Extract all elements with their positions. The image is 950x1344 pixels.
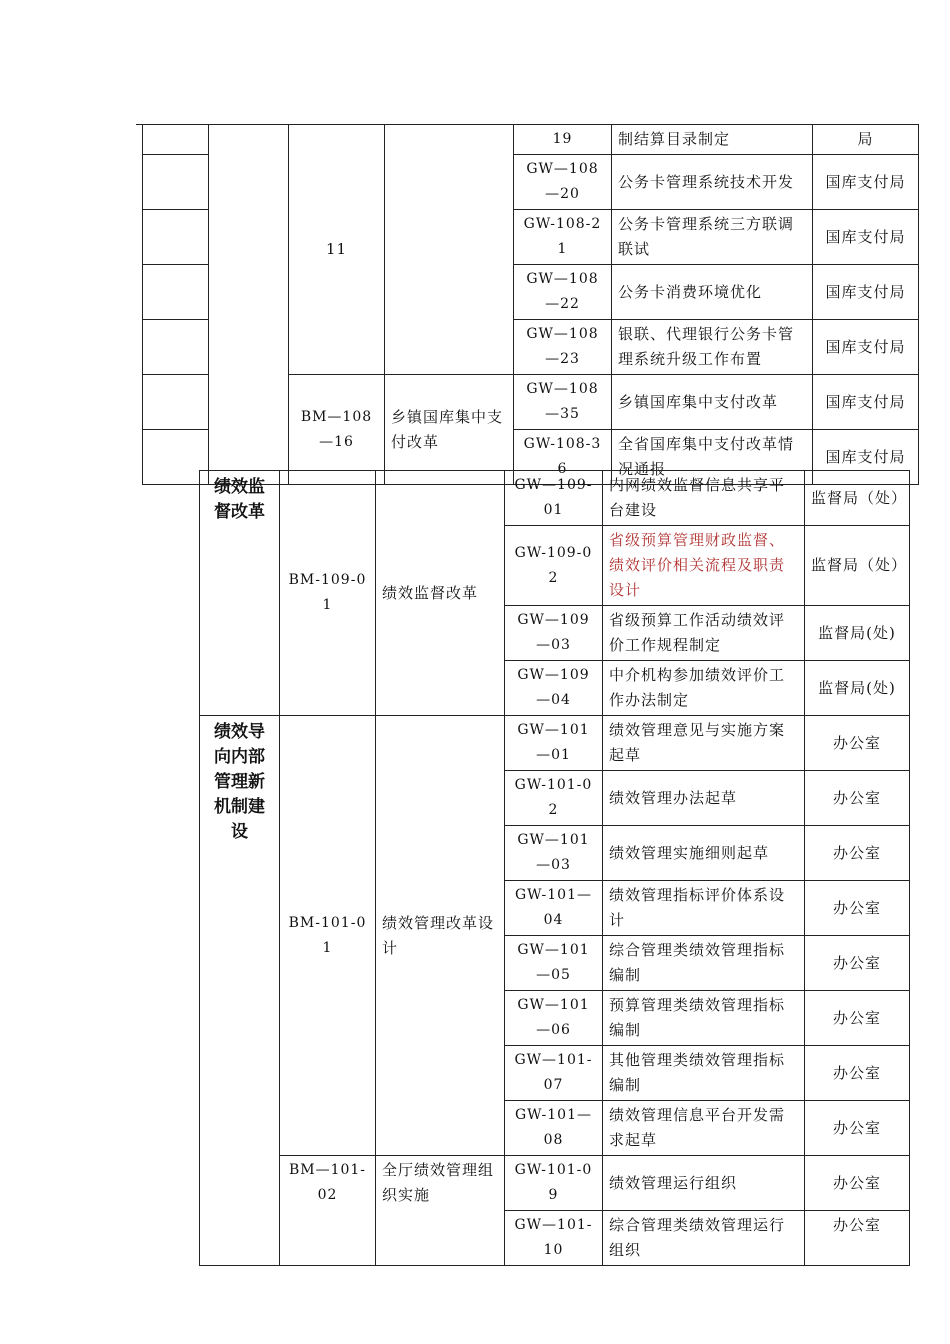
task-code: GW—101—03 [505, 826, 603, 881]
task-code: GW—101—06 [505, 991, 603, 1046]
department: 国库支付局 [813, 430, 919, 485]
task-code: GW—108—23 [514, 320, 612, 375]
department: 监督局(处) [805, 606, 910, 661]
department: 办公室 [805, 1211, 910, 1266]
department: 办公室 [805, 1156, 910, 1211]
task-code: GW-101—04 [505, 881, 603, 936]
department: 办公室 [805, 771, 910, 826]
task-code: GW-101—08 [505, 1101, 603, 1156]
table-row [143, 125, 919, 155]
table-row [200, 716, 910, 771]
bm-code: BM-101-01 [280, 716, 376, 1156]
task-code: GW—101-10 [505, 1211, 603, 1266]
task-code: GW—101—05 [505, 936, 603, 991]
task-name: 内网绩效监督信息共享平台建设 [603, 471, 805, 526]
task-name: 绩效管理实施细则起草 [603, 826, 805, 881]
bm-name: 乡镇国库集中支付改革 [385, 375, 514, 485]
task-code: 19 [514, 125, 612, 155]
upper-table [142, 124, 919, 485]
table-row [200, 471, 910, 526]
department: 办公室 [805, 881, 910, 936]
task-name: 中介机构参加绩效评价工作办法制定 [603, 661, 805, 716]
task-code: GW—108—22 [514, 265, 612, 320]
task-code: GW-108-21 [514, 210, 612, 265]
task-name: 预算管理类绩效管理指标编制 [603, 991, 805, 1046]
bm-name: 绩效管理改革设计 [376, 716, 505, 1156]
task-name: 公务卡管理系统技术开发 [612, 155, 813, 210]
department: 国库支付局 [813, 320, 919, 375]
bm-name: 全厅绩效管理组织实施 [376, 1156, 505, 1266]
task-name: 综合管理类绩效管理指标编制 [603, 936, 805, 991]
task-name: 绩效管理指标评价体系设计 [603, 881, 805, 936]
task-code: GW—101—01 [505, 716, 603, 771]
department: 监督局(处) [805, 661, 910, 716]
task-name: 绩效管理办法起草 [603, 771, 805, 826]
department: 国库支付局 [813, 375, 919, 430]
bm-code: BM—108—16 [289, 375, 385, 485]
task-name-highlighted: 省级预算管理财政监督、绩效评价相关流程及职责设计 [603, 526, 805, 606]
task-name: 乡镇国库集中支付改革 [612, 375, 813, 430]
category-label: 绩效导向内部管理新机制建设 [200, 716, 280, 1266]
bm-code: BM—101-02 [280, 1156, 376, 1266]
bm-code: BM-109-01 [280, 471, 376, 716]
department: 办公室 [805, 936, 910, 991]
lower-table [199, 470, 910, 1266]
task-code: GW—109—03 [505, 606, 603, 661]
empty-cell [143, 265, 209, 320]
empty-cell [143, 320, 209, 375]
task-name: 全省国库集中支付改革情况通报 [612, 430, 813, 485]
empty-cell [209, 125, 289, 485]
department: 国库支付局 [813, 155, 919, 210]
department: 局 [813, 125, 919, 155]
task-code: GW-101-09 [505, 1156, 603, 1211]
department: 办公室 [805, 991, 910, 1046]
task-name: 绩效管理意见与实施方案起草 [603, 716, 805, 771]
task-code: GW—108—20 [514, 155, 612, 210]
empty-cell [143, 125, 209, 155]
department: 办公室 [805, 826, 910, 881]
empty-cell [143, 210, 209, 265]
task-code: GW—108—35 [514, 375, 612, 430]
task-name: 其他管理类绩效管理指标编制 [603, 1046, 805, 1101]
task-name: 公务卡管理系统三方联调联试 [612, 210, 813, 265]
task-name: 省级预算工作活动绩效评价工作规程制定 [603, 606, 805, 661]
empty-cell [385, 125, 514, 375]
task-code: GW—101-07 [505, 1046, 603, 1101]
task-name: 制结算目录制定 [612, 125, 813, 155]
department: 国库支付局 [813, 210, 919, 265]
task-name: 公务卡消费环境优化 [612, 265, 813, 320]
task-name: 绩效管理运行组织 [603, 1156, 805, 1211]
task-code: GW—109-01 [505, 471, 603, 526]
task-code: GW-101-02 [505, 771, 603, 826]
department: 办公室 [805, 1101, 910, 1156]
task-code: GW-109-02 [505, 526, 603, 606]
task-name: 银联、代理银行公务卡管理系统升级工作布置 [612, 320, 813, 375]
task-name: 绩效管理信息平台开发需求起草 [603, 1101, 805, 1156]
group-number: 11 [289, 125, 385, 375]
department: 监督局（处） [805, 526, 910, 606]
table-row [200, 1156, 910, 1211]
bm-name: 绩效监督改革 [376, 471, 505, 716]
department: 办公室 [805, 716, 910, 771]
category-label: 绩效监督改革 [200, 471, 280, 716]
empty-cell [143, 155, 209, 210]
task-code: GW—109—04 [505, 661, 603, 716]
task-code: GW-108-36 [514, 430, 612, 485]
department: 监督局（处） [805, 471, 910, 526]
empty-cell [143, 375, 209, 430]
task-name: 综合管理类绩效管理运行组织 [603, 1211, 805, 1266]
department: 国库支付局 [813, 265, 919, 320]
department: 办公室 [805, 1046, 910, 1101]
